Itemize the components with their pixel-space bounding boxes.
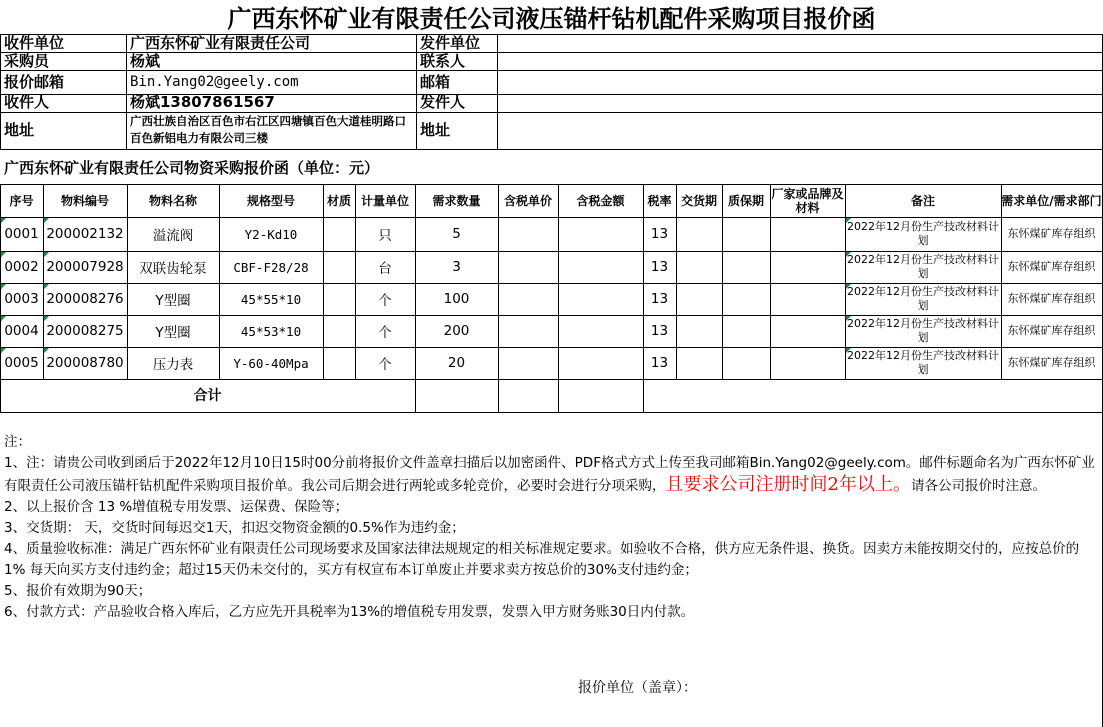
cell-qty: 100 [443, 291, 470, 307]
receiver-label: 收件单位 [4, 34, 65, 52]
note-4: 4、质量验收标准：满足广西东怀矿业有限责任公司现场要求及国家法律法规规定的相关标准规定要求。如验收不合格，供方应无条件退、换货。因卖方未能按期交付的，应按总价的1% 每天向买方支付违约金；超过15天仍未交付的，买方有权宣布本订单废止并要求卖方按总价的30%支付违约金； [4, 541, 1080, 578]
sender-unit-label: 发件单位 [420, 34, 481, 52]
col-header-amount: 含税金额 [576, 193, 625, 208]
cell-unit: 个 [378, 325, 392, 341]
total-label: 合计 [193, 387, 222, 404]
cell-tax: 13 [650, 355, 669, 371]
cell-dept: 东怀煤矿库存组织 [1007, 324, 1096, 337]
cell-unit: 个 [378, 293, 392, 309]
cell-spec: Y-60-40Mpa [233, 355, 309, 371]
col-header-unit-price: 含税单价 [503, 193, 552, 208]
cell-seq: 0003 [4, 291, 39, 307]
cell-seq: 0001 [4, 226, 39, 242]
email-label: 邮箱 [420, 73, 451, 91]
col-header-name: 物料名称 [148, 193, 197, 208]
cell-qty: 200 [443, 323, 470, 339]
note-1-tail: 请各公司报价时注意。 [910, 478, 1046, 494]
cell-name: Y型圈 [155, 325, 191, 341]
recipient-label: 收件人 [4, 93, 50, 111]
col-header-warranty: 质保期 [727, 193, 764, 208]
cell-spec: CBF-F28/28 [233, 259, 309, 275]
cell-unit: 台 [378, 261, 392, 277]
quote-email-label: 报价邮箱 [4, 73, 65, 91]
cell-tax: 13 [650, 291, 669, 307]
notes-heading: 注： [4, 434, 31, 450]
col-header-delivery: 交货期 [680, 193, 717, 208]
cell-name: 双联齿轮泵 [139, 261, 207, 277]
note-2: 2、以上报价含 13 %增值税专用发票、运保费、保险等； [4, 499, 349, 515]
note-1 [4, 453, 1100, 497]
address-value: 广西壮族自治区百色市右江区四塘镇百色大道桂明路口百色新铝电力有限公司三楼 [130, 114, 406, 145]
note-1-highlight: 且要求公司注册时间2年以上。 [665, 474, 911, 495]
cell-qty: 20 [447, 355, 466, 371]
note-6: 6、付款方式：产品验收合格入库后，乙方应先开具税率为13%的增值税专用发票，发票入甲方财务账30日内付款。 [4, 604, 695, 620]
col-header-dept: 需求单位/需求部门 [1001, 193, 1102, 208]
cell-spec: 45*53*10 [240, 323, 302, 339]
cell-tax: 13 [650, 259, 669, 275]
cell-spec: Y2-Kd10 [244, 226, 298, 242]
cell-dept: 东怀煤矿库存组织 [1007, 292, 1096, 305]
col-header-seq: 序号 [9, 193, 34, 208]
cell-remark: 2022年12月份生产技改材料计划 [847, 349, 999, 376]
col-header-spec: 规格型号 [246, 193, 295, 208]
buyer-label: 采购员 [4, 52, 50, 70]
col-header-code: 物料编号 [60, 193, 109, 208]
cell-name: 压力表 [152, 357, 194, 373]
address-label: 地址 [4, 121, 35, 139]
note-1-text: 1、注：请贵公司收到函后于2022年12月10日15时00分前将报价文件盖章扫描后以加密函件、PDF格式方式上传至我司邮箱Bin.Yang02@geely.com。邮件标题命名为广西东怀矿业有限责任公司液压锚杆钻机配件采购项目报价单。我公司后期会进行两轮或多轮竞价，必要时会进行分项采购， [4, 455, 1095, 494]
cell-remark: 2022年12月份生产技改材料计划 [847, 317, 999, 344]
cell-tax: 13 [650, 323, 669, 339]
cell-spec: 45*55*10 [240, 291, 302, 307]
col-header-remark: 备注 [910, 193, 935, 208]
section-title: 广西东怀矿业有限责任公司物资采购报价函（单位：元） [4, 159, 380, 177]
cell-name: Y型圈 [155, 293, 191, 309]
quote-email-value[interactable]: Bin.Yang02@geely.com [130, 74, 299, 90]
cell-name: 溢流阀 [152, 228, 194, 244]
cell-unit: 个 [378, 357, 392, 373]
col-header-qty: 需求数量 [432, 193, 481, 208]
cell-dept: 东怀煤矿库存组织 [1007, 356, 1096, 369]
stamp-label: 报价单位（盖章）： [578, 680, 697, 696]
sender-person-label: 发件人 [420, 93, 466, 111]
contact-label: 联系人 [420, 52, 466, 70]
cell-unit: 只 [378, 228, 392, 244]
cell-seq: 0004 [4, 323, 39, 339]
address-label-right: 地址 [420, 121, 451, 139]
cell-remark: 2022年12月份生产技改材料计划 [847, 285, 999, 312]
note-5: 5、报价有效期为90天； [4, 583, 152, 599]
cell-code: 200002132 [46, 226, 124, 242]
cell-code: 200008276 [46, 291, 124, 307]
cell-seq: 0002 [4, 259, 39, 275]
cell-code: 200008275 [46, 323, 124, 339]
receiver-value: 广西东怀矿业有限责任公司 [130, 34, 311, 52]
cell-qty: 5 [452, 226, 461, 242]
col-header-tax: 税率 [647, 193, 672, 208]
buyer-value: 杨斌 [130, 52, 161, 70]
cell-dept: 东怀煤矿库存组织 [1007, 260, 1096, 273]
cell-remark: 2022年12月份生产技改材料计划 [847, 253, 999, 280]
col-header-material: 材质 [326, 193, 351, 208]
cell-code: 200007928 [46, 259, 124, 275]
document-title: 广西东怀矿业有限责任公司液压锚杆钻机配件采购项目报价函 [227, 4, 876, 33]
recipient-value: 杨斌13807861567 [130, 93, 275, 111]
cell-tax: 13 [650, 226, 669, 242]
col-header-brand: 厂家或品牌及材料 [771, 186, 844, 215]
cell-remark: 2022年12月份生产技改材料计划 [847, 220, 999, 247]
cell-qty: 3 [452, 259, 461, 275]
cell-seq: 0005 [4, 355, 39, 371]
cell-dept: 东怀煤矿库存组织 [1007, 227, 1096, 240]
col-header-unit: 计量单位 [360, 193, 409, 208]
cell-code: 200008780 [46, 355, 124, 371]
note-3: 3、交货期： 天，交货时间每迟交1天，扣迟交物资金额的0.5%作为违约金； [4, 520, 465, 536]
notes-section [4, 432, 1100, 623]
